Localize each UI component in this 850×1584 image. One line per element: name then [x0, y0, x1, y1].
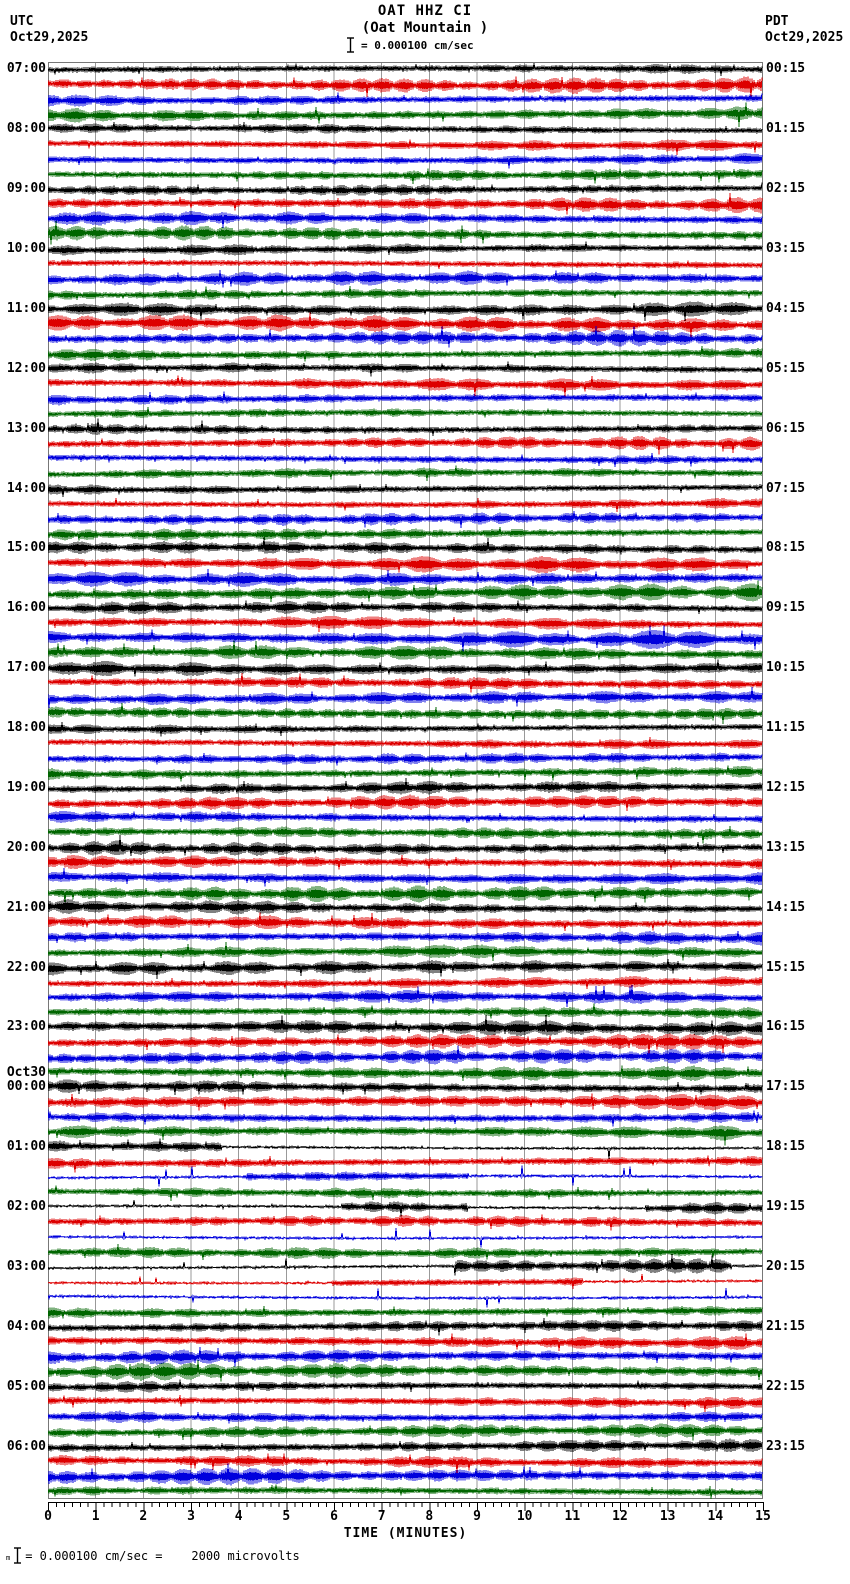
pdt-hour-label: 09:15: [766, 600, 806, 616]
seismogram-trace: [48, 1395, 762, 1412]
scale-bar-icon: [346, 37, 355, 53]
pdt-hour-label: 14:15: [766, 899, 806, 915]
seismogram-trace: [48, 391, 762, 405]
utc-hour-label: 00:00: [6, 1079, 46, 1095]
seismogram-trace: [48, 1034, 762, 1054]
seismogram-trace: [48, 1155, 762, 1172]
seismogram-trace: [48, 346, 762, 361]
seismogram-trace: [48, 511, 762, 528]
pdt-hour-label: 06:15: [766, 420, 806, 436]
seismogram-trace: [48, 1046, 762, 1065]
seismogram-trace: [48, 616, 762, 632]
seismogram-trace: [48, 407, 762, 418]
seismogram-trace: [48, 1244, 762, 1260]
seismogram-trace: [48, 153, 762, 168]
pdt-hour-label: 10:15: [766, 660, 806, 676]
seismogram-trace: [48, 183, 762, 196]
seismogram-trace: [48, 242, 762, 256]
seismogram-trace: [48, 122, 762, 134]
utc-hour-label: 12:00: [6, 360, 46, 376]
right-timezone-block: [765, 14, 843, 46]
seismogram-trace: [48, 63, 762, 76]
seismogram-trace: [48, 484, 762, 497]
seismogram-trace: [48, 76, 762, 97]
x-tick-label: 11: [564, 1509, 581, 1524]
seismogram-trace: [48, 959, 762, 979]
seismogram-trace: [48, 93, 762, 107]
x-tick-label: 7: [377, 1509, 386, 1524]
seismogram-trace: [48, 1288, 762, 1307]
x-tick-label: 15: [755, 1509, 771, 1524]
x-tick-label: 0: [44, 1509, 52, 1524]
x-tick-label: 1: [91, 1509, 100, 1524]
utc-hour-label: 19:00: [6, 779, 46, 795]
utc-hour-label: 15:00: [6, 540, 46, 556]
seismogram-trace: [48, 1454, 762, 1473]
seismogram-trace: [48, 1015, 762, 1036]
utc-hour-label: 11:00: [6, 300, 46, 316]
seismogram-trace: [48, 1334, 762, 1351]
utc-hour-label: 17:00: [6, 660, 46, 676]
seismogram-trace: [48, 302, 762, 322]
pdt-hour-label: 01:15: [766, 121, 806, 137]
seismogram-trace: [48, 942, 762, 961]
utc-hour-label: 02:00: [6, 1199, 46, 1215]
seismogram-trace: [48, 1003, 762, 1019]
seismogram-trace: [48, 912, 762, 931]
utc-hour-label: 09:00: [6, 181, 46, 197]
utc-hour-label: 05:00: [6, 1378, 46, 1394]
pdt-hour-label: 16:15: [766, 1019, 806, 1035]
seismogram-trace: [48, 313, 762, 337]
seismogram-trace: [48, 361, 762, 376]
footer-m-mark: m: [6, 1554, 11, 1562]
seismogram-trace: [48, 1185, 762, 1200]
seismogram-trace: [48, 556, 762, 573]
seismogram-trace: [48, 211, 762, 228]
pdt-hour-label: 20:15: [766, 1258, 806, 1274]
seismogram-trace: [48, 687, 762, 708]
seismogram-trace: [48, 193, 762, 215]
seismogram-trace: [48, 899, 762, 914]
seismogram-trace: [48, 527, 762, 541]
left-timezone-block: [10, 14, 88, 46]
right-date: Oct29,2025: [765, 30, 844, 45]
seismogram-trace: [48, 1093, 762, 1110]
seismogram-trace: [48, 375, 762, 396]
x-tick-label: 2: [139, 1509, 148, 1524]
seismogram-trace: [48, 103, 762, 128]
pdt-hour-label: 21:15: [766, 1318, 806, 1334]
x-tick-label: 8: [425, 1509, 434, 1524]
pdt-hour-label: 11:15: [766, 720, 806, 736]
seismogram-trace: [48, 1464, 762, 1486]
date-rollover-label: Oct30: [6, 1065, 46, 1081]
seismogram-trace: [48, 466, 762, 481]
station-subtitle: (Oat Mountain ): [361, 20, 489, 36]
seismogram-trace: [48, 931, 762, 946]
right-timezone: PDT: [765, 14, 789, 29]
utc-hour-label: 23:00: [6, 1019, 46, 1035]
seismogram-trace: [48, 453, 762, 467]
seismogram-trace: [48, 625, 762, 651]
pdt-hour-label: 19:15: [766, 1199, 806, 1215]
seismogram-trace: [48, 258, 762, 269]
utc-hour-label: 21:00: [6, 899, 46, 915]
seismogram-plot: [48, 62, 763, 1499]
seismogram-trace: [48, 498, 762, 512]
pdt-hour-label: 12:15: [766, 779, 806, 795]
seismogram-trace: [48, 1066, 762, 1081]
x-tick-label: 10: [516, 1509, 533, 1524]
pdt-hour-label: 08:15: [766, 540, 806, 556]
seismogram-trace: [48, 569, 762, 587]
seismogram-trace: [48, 139, 762, 155]
x-tick-label: 9: [473, 1509, 481, 1524]
seismogram-trace: [48, 976, 762, 989]
seismogram-trace: [48, 737, 762, 749]
pdt-hour-label: 15:15: [766, 959, 806, 975]
seismogram-trace: [48, 1125, 762, 1145]
utc-hour-label: 03:00: [6, 1258, 46, 1274]
seismogram-trace: [48, 660, 762, 677]
seismogram-trace: [48, 885, 762, 902]
seismogram-trace: [48, 811, 762, 823]
utc-hour-label: 14:00: [6, 480, 46, 496]
seismogram-trace: [48, 722, 762, 736]
seismogram-trace: [48, 855, 762, 870]
seismogram-trace: [48, 1347, 762, 1366]
utc-hour-label: 13:00: [6, 420, 46, 436]
footer-scale-text: = 0.000100 cm/sec = 2000 microvolts: [25, 1548, 300, 1563]
seismogram-trace: [48, 1138, 762, 1159]
utc-hour-label: 18:00: [6, 720, 46, 736]
seismogram-trace: [48, 766, 762, 782]
utc-hour-label: 16:00: [6, 600, 46, 616]
scale-label: = 0.000100 cm/sec: [361, 38, 474, 52]
utc-hour-label: 04:00: [6, 1318, 46, 1334]
x-tick-label: 6: [330, 1509, 338, 1524]
x-axis-title: TIME (MINUTES): [343, 1526, 468, 1541]
pdt-hour-label: 18:15: [766, 1139, 806, 1155]
seismogram-trace: [48, 1318, 762, 1336]
pdt-hour-label: 13:15: [766, 839, 806, 855]
pdt-hour-label: 03:15: [766, 241, 806, 257]
pdt-hour-label: 05:15: [766, 360, 806, 376]
utc-hour-label: 07:00: [6, 61, 46, 77]
utc-hour-label: 01:00: [6, 1139, 46, 1155]
seismogram-trace: [48, 1110, 762, 1127]
seismogram-trace: [48, 436, 762, 454]
amplitude-scale-header: [346, 37, 474, 53]
seismogram-trace: [48, 1380, 762, 1393]
seismogram-trace: [48, 1439, 762, 1452]
seismogram-trace: [48, 795, 762, 811]
seismogram-trace: [48, 673, 762, 693]
seismogram-trace: [48, 1274, 762, 1289]
seismogram-trace: [48, 1228, 762, 1247]
seismogram-trace: [48, 286, 762, 300]
seismogram-trace: [48, 703, 762, 724]
x-tick-label: 12: [612, 1509, 628, 1524]
seismogram-trace: [48, 601, 762, 615]
seismogram-traces-svg: [48, 62, 763, 1499]
pdt-hour-label: 22:15: [766, 1378, 806, 1394]
x-tick-label: 4: [234, 1509, 243, 1524]
seismogram-trace: [48, 1306, 762, 1319]
x-tick-label: 13: [659, 1509, 676, 1524]
pdt-hour-label: 23:15: [766, 1438, 806, 1454]
seismogram-trace: [48, 835, 762, 856]
seismogram-trace: [48, 221, 762, 244]
seismogram-trace: [48, 778, 762, 794]
seismogram-trace: [48, 169, 762, 184]
seismogram-trace: [48, 1484, 762, 1499]
utc-hour-label: 22:00: [6, 959, 46, 975]
left-timezone: UTC: [10, 14, 34, 29]
seismogram-trace: [48, 1411, 762, 1424]
seismogram-trace: [48, 537, 762, 554]
seismogram-trace: [48, 1166, 762, 1187]
page-title: OAT HHZ CI: [377, 3, 473, 19]
seismogram-trace: [48, 419, 762, 436]
x-tick-label: 3: [187, 1509, 195, 1524]
utc-hour-label: 10:00: [6, 241, 46, 257]
seismogram-trace: [48, 1423, 762, 1440]
seismogram-trace: [48, 270, 762, 287]
seismogram-trace: [48, 868, 762, 886]
seismogram-trace: [48, 1200, 762, 1217]
seismogram-trace: [48, 1215, 762, 1231]
seismogram-trace: [48, 1079, 762, 1095]
seismogram-trace: [48, 826, 762, 843]
pdt-hour-label: 04:15: [766, 300, 806, 316]
utc-hour-label: 06:00: [6, 1438, 46, 1454]
pdt-hour-label: 07:15: [766, 480, 806, 496]
scale-bar-icon: [13, 1547, 22, 1564]
seismogram-trace: [48, 985, 762, 1007]
x-tick-label: 14: [707, 1509, 724, 1524]
utc-hour-label: 08:00: [6, 121, 46, 137]
pdt-hour-label: 17:15: [766, 1079, 806, 1095]
x-tick-label: 5: [282, 1509, 291, 1524]
pdt-hour-label: 00:15: [766, 61, 806, 77]
pdt-hour-label: 02:15: [766, 181, 806, 197]
amplitude-scale-footer: [6, 1547, 300, 1564]
seismogram-trace: [48, 752, 762, 765]
utc-hour-label: 20:00: [6, 839, 46, 855]
left-date: Oct29,2025: [10, 30, 89, 45]
